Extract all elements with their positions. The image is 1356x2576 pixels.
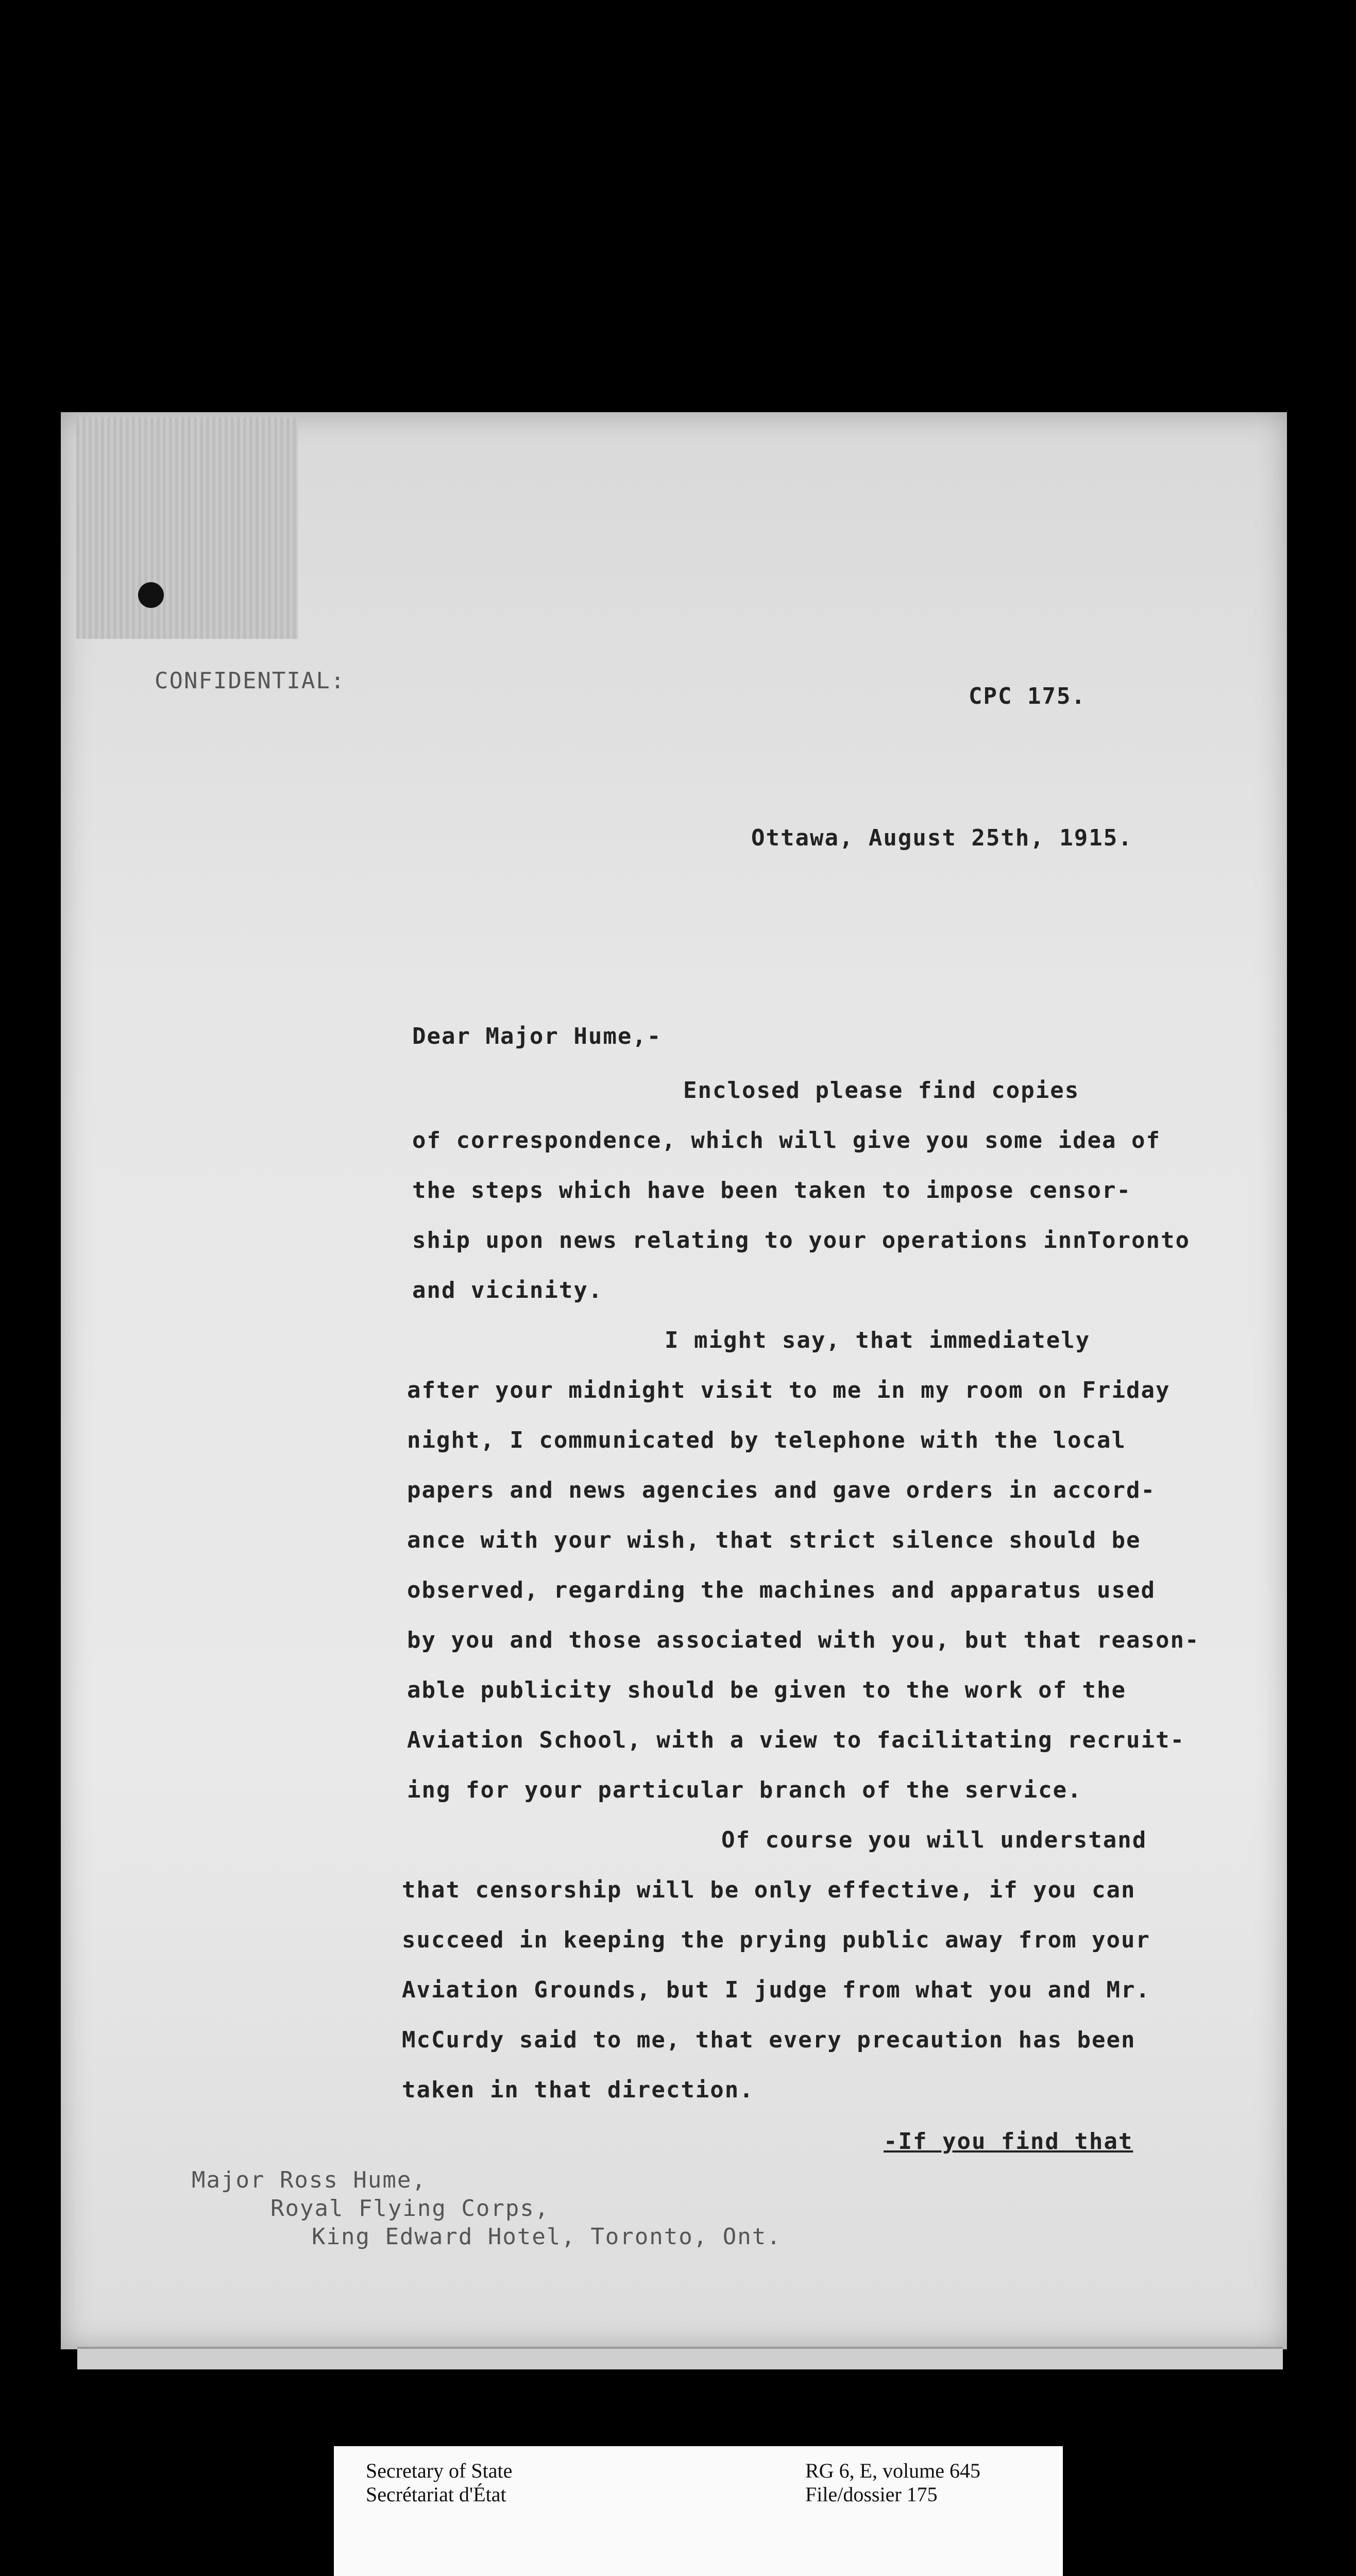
continuation-catchword: -If you find that	[884, 2128, 1133, 2155]
body-line: Aviation Grounds, but I judge from what you and Mr.	[402, 1977, 1151, 2003]
fonds-french: Secrétariat d'État	[366, 2483, 506, 2506]
body-line: ing for your particular branch of the service.	[407, 1777, 1082, 1803]
body-line: taken in that direction.	[402, 2077, 754, 2103]
archive-label-card	[334, 2446, 1063, 2576]
page-bottom-edge	[77, 2347, 1283, 2369]
body-line: Of course you will understand	[721, 1827, 1147, 1853]
classification-mark: CONFIDENTIAL:	[155, 668, 346, 694]
file-reference: CPC 175.	[969, 683, 1086, 709]
body-line: the steps which have been taken to impose censor-	[412, 1177, 1132, 1204]
file-dossier-reference: File/dossier 175	[805, 2483, 938, 2506]
paper-clip-tab	[76, 417, 298, 639]
address-line: Major Ross Hume,	[192, 2167, 427, 2193]
place-date: Ottawa, August 25th, 1915.	[751, 825, 1133, 851]
body-line: ship upon news relating to your operations innToronto	[412, 1227, 1190, 1253]
address-line: Royal Flying Corps,	[270, 2195, 550, 2222]
body-line: ance with your wish, that strict silence should be	[407, 1527, 1141, 1553]
body-line: by you and those associated with you, but that reason-	[407, 1627, 1200, 1653]
body-line: Enclosed please find copies	[683, 1077, 1080, 1104]
body-line: papers and news agencies and gave orders in accord-	[407, 1477, 1156, 1503]
body-line: McCurdy said to me, that every precaution has been	[402, 2027, 1136, 2053]
body-line: able publicity should be given to the work of the	[407, 1677, 1127, 1703]
salutation: Dear Major Hume,-	[412, 1023, 662, 1049]
body-line: night, I communicated by telephone with the local	[407, 1427, 1127, 1453]
punch-hole-icon	[138, 582, 164, 608]
body-line: I might say, that immediately	[665, 1327, 1091, 1353]
address-line: King Edward Hotel, Toronto, Ont.	[312, 2224, 782, 2250]
body-line: and vicinity.	[412, 1277, 603, 1303]
body-line: that censorship will be only effective, if you can	[402, 1877, 1136, 1903]
body-line: after your midnight visit to me in my room on Friday	[407, 1377, 1171, 1403]
fonds-english: Secretary of State	[366, 2459, 513, 2482]
body-line: succeed in keeping the prying public away from your	[402, 1927, 1151, 1953]
body-line: observed, regarding the machines and apparatus used	[407, 1577, 1156, 1603]
body-line: of correspondence, which will give you some idea of	[412, 1127, 1161, 1154]
volume-reference: RG 6, E, volume 645	[805, 2459, 980, 2482]
body-line: Aviation School, with a view to facilitating recruit-	[407, 1727, 1185, 1753]
